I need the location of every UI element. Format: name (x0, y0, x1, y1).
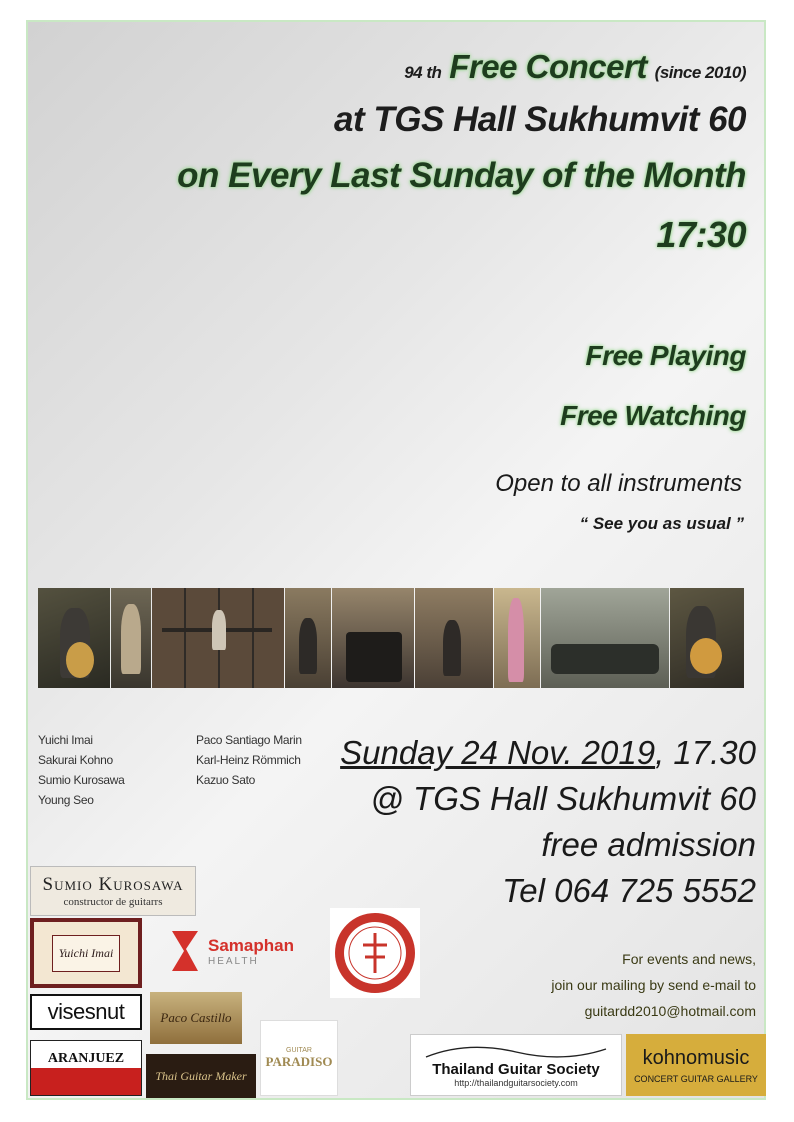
sponsor-name: Young Seo (38, 793, 94, 807)
photo-collage-3 (152, 588, 284, 688)
paco-castillo-logo (150, 992, 242, 1044)
open-to-all: Open to all instruments (495, 470, 742, 497)
venue-heading: at TGS Hall Sukhumvit 60 (334, 100, 746, 139)
sponsor-name: Sakurai Kohno (38, 753, 113, 767)
sponsor-names-col-1 (38, 730, 125, 810)
kurosawa-logo-sub: constructor de guitarrs (63, 896, 163, 908)
tgs-seal-logo (330, 908, 420, 998)
mailing-line-1: For events and news, (622, 951, 756, 967)
photo-strip (38, 588, 760, 688)
paradiso-logo-label: PARADISO (265, 1053, 333, 1069)
tgs-logo-url[interactable]: http://thailandguitarsociety.com (454, 1077, 578, 1088)
event-details (340, 730, 756, 914)
imai-logo (30, 918, 142, 988)
event-venue: @ TGS Hall Sukhumvit 60 (370, 780, 756, 817)
imai-logo-label: Yuichi Imai (52, 935, 121, 972)
event-date-line (340, 730, 756, 776)
sponsor-names-col-2 (196, 730, 302, 790)
photo-hall-4 (285, 588, 331, 688)
sponsor-name: Paco Santiago Marin (196, 733, 302, 747)
tgs-logo-label: Thailand Guitar Society (432, 1060, 600, 1078)
mailing-line-2: join our mailing by send e-mail to (551, 977, 756, 993)
sponsor-name: Sumio Kurosawa (38, 773, 125, 787)
kohnomusic-logo (626, 1034, 766, 1096)
paco-logo-label: Paco Castillo (160, 1010, 232, 1025)
event-time: , 17.30 (655, 734, 756, 771)
visesnut-logo (30, 994, 142, 1030)
event-tel: Tel 064 725 5552 (502, 872, 756, 909)
thai-guitar-maker-logo (146, 1054, 256, 1098)
photo-guitarist-1 (38, 588, 110, 688)
edition-line (404, 48, 746, 86)
aranjuez-logo (30, 1040, 142, 1096)
samaphan-logo (164, 924, 298, 978)
free-playing: Free Playing (585, 340, 746, 371)
samaphan-logo-name: Samaphan (208, 935, 294, 955)
since-note: (since 2010) (654, 63, 746, 82)
photo-piano-5 (332, 588, 414, 688)
schedule-heading: on Every Last Sunday of the Month (177, 156, 746, 195)
seal-icon (333, 911, 417, 995)
thailand-guitar-society-logo (410, 1034, 622, 1096)
event-date: Sunday 24 Nov. 2019 (340, 734, 656, 771)
sponsor-name: Yuichi Imai (38, 733, 93, 747)
sponsor-name: Karl-Heinz Römmich (196, 753, 301, 767)
kurosawa-logo (30, 866, 196, 916)
guitar-paradiso-logo (260, 1020, 338, 1096)
samaphan-logo-sub: HEALTH (208, 955, 259, 967)
mailing-info (551, 946, 756, 1024)
kohno-logo-label: kohnomusic (642, 1046, 750, 1069)
free-watching: Free Watching (560, 400, 746, 431)
edition-number: 94 th (404, 63, 442, 82)
mailing-email[interactable]: guitardd2010@hotmail.com (584, 1003, 756, 1019)
photo-room-6 (415, 588, 493, 688)
photo-performer-2 (111, 588, 151, 688)
thai-maker-logo-label: Thai Guitar Maker (155, 1068, 247, 1083)
guitar-outline-icon (416, 1043, 616, 1061)
time-heading: 17:30 (656, 214, 746, 255)
photo-singer-7 (494, 588, 540, 688)
event-admission: free admission (541, 826, 756, 863)
concert-title: Free Concert (449, 48, 647, 85)
kurosawa-logo-name: Sumio Kurosawa (42, 874, 184, 895)
visesnut-logo-label: visesnut (47, 999, 125, 1024)
paradiso-logo-top: GUITAR (286, 1046, 312, 1054)
see-you-usual: “ See you as usual ” (579, 514, 744, 533)
photo-audience-8 (541, 588, 669, 688)
sponsor-name: Kazuo Sato (196, 773, 256, 787)
kohno-logo-sub: CONCERT GUITAR GALLERY (634, 1073, 758, 1084)
photo-guitarist-9 (670, 588, 744, 688)
aranjuez-logo-label: ARANJUEZ (47, 1051, 125, 1066)
samaphan-mark-icon (168, 929, 204, 973)
